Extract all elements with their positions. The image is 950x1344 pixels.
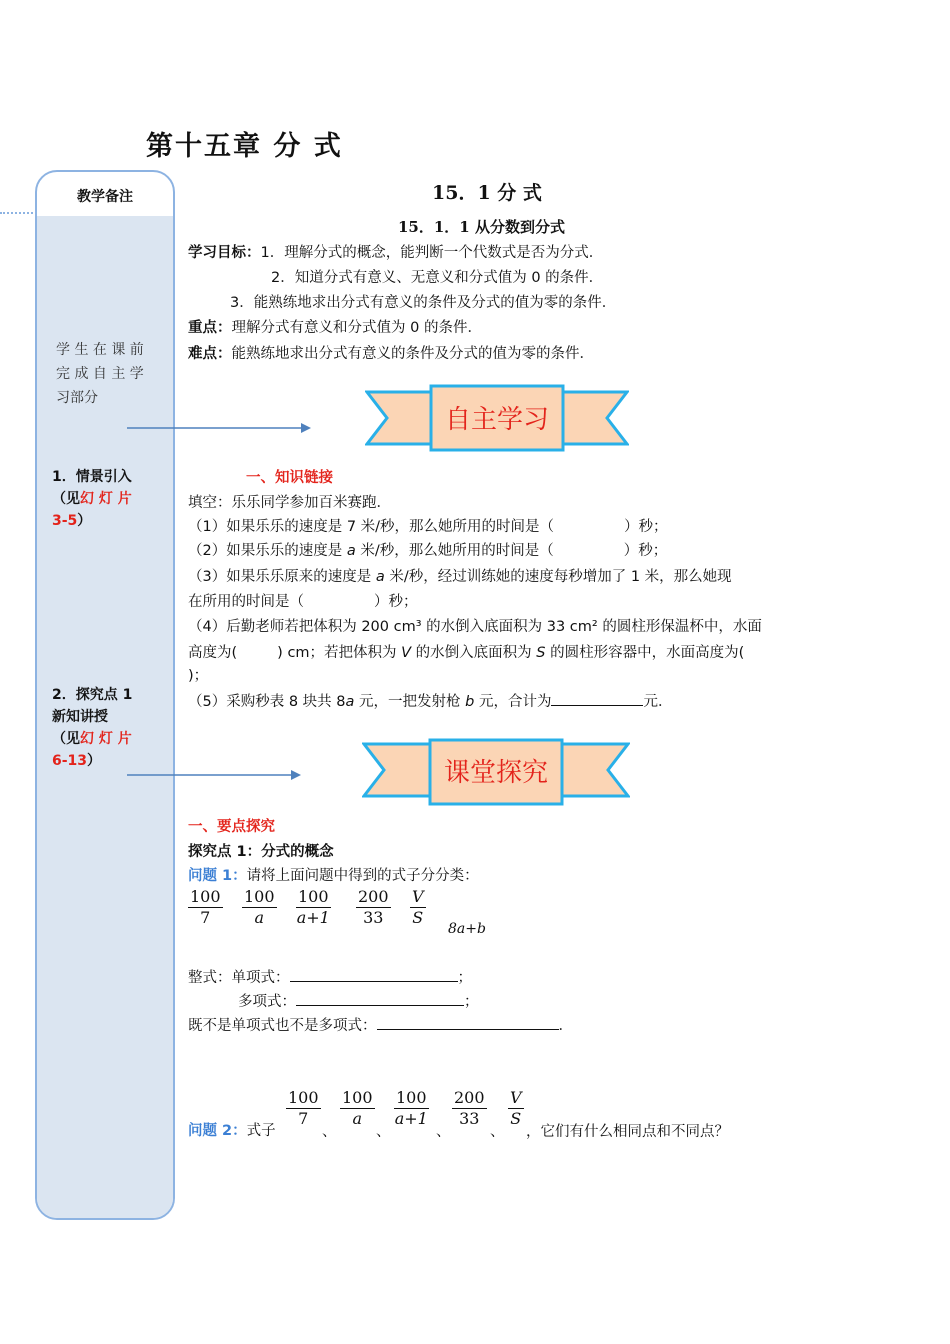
neither-line: 既不是单项式也不是多项式： ．	[188, 1013, 573, 1038]
arrow-icon-2	[125, 765, 315, 785]
knowledge-q4-line1: （4）后勤老师若把体积为 200 cm³ 的水倒入底面积为 33 cm² 的圆柱形保温杯中，水面	[188, 619, 762, 635]
knowledge-q4-line2: 高度为( ) cm；若把体积为 V 的水倒入底面积为 S 的圆柱形容器中，水面高度为(	[188, 645, 745, 661]
question-2-label: 问题 2：式子	[188, 1123, 276, 1139]
objectives-line-2: 2．知道分式有意义、无意义和分式值为 0 的条件．	[271, 270, 604, 286]
q2-fraction-100-over-7: $\frac{100}{7}$	[288, 1088, 319, 1128]
sidebar-note-intro: 1．情景引入 （见幻 灯 片 3-5）	[52, 469, 132, 529]
q2-separator-1: 、	[322, 1124, 337, 1140]
explore-point-1: 探究点 1：分式的概念	[188, 844, 334, 860]
neither-blank[interactable]	[377, 1013, 559, 1030]
banner-self-study-label: 自主学习	[444, 405, 549, 435]
knowledge-q3-line1: （3）如果乐乐原来的速度是 a 米/秒，经过训练她的速度每秒增加了 1 米，那么她现	[188, 569, 732, 585]
monomial-line: 整式：单项式： ；	[188, 965, 472, 990]
fraction-100-over-7: $\frac{100}{7}$	[190, 887, 221, 927]
explore-heading: 一、要点探究	[188, 819, 275, 835]
answer-blank[interactable]	[551, 689, 643, 706]
polynomial-line: 多项式： ；	[238, 989, 479, 1014]
sidebar-note-explore: 2．探究点 1 新知讲授 （见幻 灯 片 6-13）	[52, 687, 133, 769]
fraction-v-over-s: $\frac{V}{S}$	[412, 887, 424, 927]
objectives-line-1: 学习目标：1．理解分式的概念，能判断一个代数式是否为分式．	[188, 245, 604, 261]
q2-separator-3: 、	[436, 1124, 451, 1140]
sidebar-note-self-study: 学 生 在 课 前 完 成 自 主 学 习部分	[56, 342, 144, 406]
question-1: 问题 1：请将上面问题中得到的式子分分类：	[188, 868, 479, 884]
fraction-200-over-33: $\frac{200}{33}$	[358, 887, 389, 927]
polynomial-blank[interactable]	[296, 989, 464, 1006]
q2-fraction-100-over-a: $\frac{100}{a}$	[342, 1088, 373, 1128]
q2-fraction-200-over-33: $\frac{200}{33}$	[454, 1088, 485, 1128]
sidebar-title: 教学备注	[77, 189, 133, 205]
knowledge-q3-line2: 在所用的时间是（ ）秒；	[188, 594, 418, 610]
knowledge-q4-line3: )；	[188, 668, 209, 684]
q2-separator-2: 、	[376, 1124, 391, 1140]
expression-8a-plus-b: 8a+b	[448, 921, 486, 937]
q2-fraction-v-over-s: $\frac{V}{S}$	[510, 1088, 522, 1128]
q2-fraction-100-over-a-plus-1: $\frac{100}{a+1}$	[394, 1088, 428, 1128]
arrow-icon-1	[125, 418, 315, 438]
chapter-title: 第十五章 分 式	[146, 131, 343, 162]
banner-classroom-explore-label: 课堂探究	[443, 758, 548, 788]
monomial-blank[interactable]	[290, 965, 458, 982]
subsection-title: 15．1．1 从分数到分式	[398, 218, 565, 236]
knowledge-heading: 一、知识链接	[246, 470, 333, 486]
section-title: 15．1 分 式	[432, 182, 542, 204]
question-2-text: ，它们有什么相同点和不同点？	[526, 1124, 729, 1140]
difficulty: 难点：能熟练地求出分式有意义的条件及分式的值为零的条件．	[188, 346, 594, 362]
q2-separator-4: 、	[490, 1124, 505, 1140]
objectives-line-3: 3．能熟练地求出分式有意义的条件及分式的值为零的条件．	[230, 295, 617, 311]
key-point: 重点：理解分式有意义和分式值为 0 的条件．	[188, 320, 482, 336]
fraction-100-over-a-plus-1: $\frac{100}{a+1}$	[296, 887, 330, 927]
knowledge-q5: （5）采购秒表 8 块共 8a 元，一把发射枪 b 元，合计为 元．	[188, 689, 672, 714]
knowledge-q1: （1）如果乐乐的速度是 7 米/秒，那么她所用的时间是（ ）秒；	[188, 519, 668, 535]
knowledge-intro: 填空：乐乐同学参加百米赛跑．	[188, 495, 391, 511]
knowledge-q2: （2）如果乐乐的速度是 a 米/秒，那么她所用的时间是（ ）秒；	[188, 543, 668, 559]
fraction-100-over-a: $\frac{100}{a}$	[244, 887, 275, 927]
